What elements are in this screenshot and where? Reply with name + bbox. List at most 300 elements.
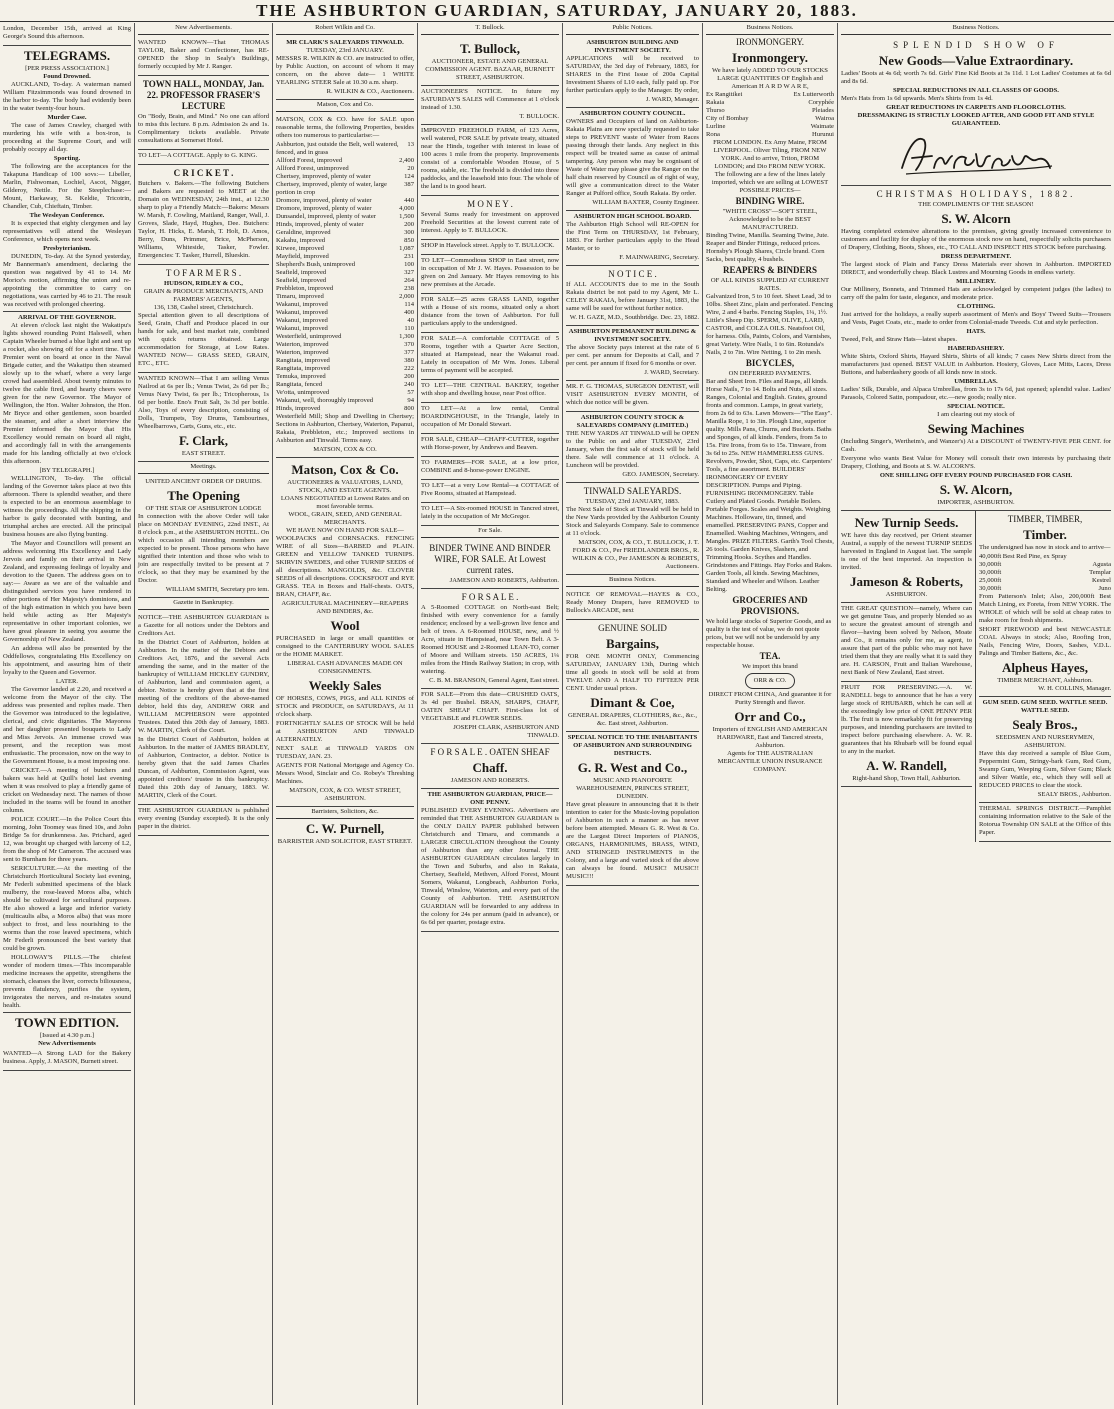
property-row-value: 300 [404,229,414,236]
new-goods-heading: New Goods—Value Extraordinary. [878,53,1074,68]
property-row-label: Wakanui, improved [276,325,328,332]
property-row-label: Wakanui, improved [276,301,328,308]
orr-subtitle: Importers of ENGLISH AND AMERICAN HARDWARE, East and Tancred streets, Ashburton. [712,726,828,749]
men-items: Men's Hats from 1s 6d upwards. Men's Shirts from 1s 4d. [841,95,993,102]
bullock-subtitle: AUCTIONEER, ESTATE AND GENERAL COMMISSION AGENT. BAZAAR, BURNETT STREET, ASHBURTON. [425,58,555,81]
building-society-body: APPLICATIONS will be received to SATURDAY, the 3rd day of February, 1883, for SHARES in the First Issue of 200a Capital Investment Shares of L10 each, fully paid up. For further particulars apply to the Manager. By order, [566,55,699,94]
property-row-label: Allford Forest, unimproved [276,165,349,172]
shipments: FROM LONDON. Ex Amy Maine, FROM LIVERPOOL. Oliver Tiling, FROM NEW YORK. And to arrive, Triton, FROM LONDON; and Dio FROM NEW YORK. [713,139,827,170]
randell-address: Right-hand Shop, Town Hall, Ashburton. [852,775,961,782]
weekly-sales-body: OF HORSES, COWS, PIGS, and ALL KINDS of STOCK and PRODUCE, on SATURDAYS, At 11 o'clock sharp. [276,695,414,718]
property-row-value: 440 [404,197,414,204]
ship-row-label: Rakaia [706,99,725,106]
matson-signature: MATSON, COX & CO. [313,446,377,453]
timber-row [979,561,1111,569]
property-row-label: Rangitata, improved [276,357,330,364]
property-row-label: Rangitata, fenced [276,381,323,388]
branson-signature: C. B. M. BRANSON, General Agent, East street. [429,677,559,684]
loans-text: LOANS NEGOTIATED at Lowest Rates and on most favorable terms. [280,495,410,510]
timber-row-label: 25,000ft [979,577,1002,584]
property-row-label: Kakahu, improved [276,237,326,244]
property-row [276,165,414,173]
tobacco-toys-ad: WANTED KNOWN—That I am selling Venus Nailrod at 6s per lb.; Venus Twist, 2s 6d per lb.; Venus Navy Twist, 6s per lb.; Tricopherous, 1s 6d per bottle. Eno's Fruit Salt, 3s 3d per bottle. Also, Toys of every description, consisting of Dolls, Trumpets, Toy Drums, Tambourines, Wheelbarrows, Carts, Guns, etc., etc. [138,375,269,430]
guardian-notice: THE ASHBURTON GUARDIAN is published every evening (Sunday excepted). It is the only paper in the district. [138,807,269,830]
timber-body: The undersigned has now in stock and to arrive— [979,544,1111,551]
property-row-value: 1,300 [399,333,414,340]
timber-row [979,569,1111,577]
thermal-springs-ad: THERMAL SPRINGS DISTRICT.—Pamphlet containing information relative to the Sale of the Rotorua Township ON SALE at the Office of this Paper. [979,805,1111,836]
grass-land-ad: FOR SALE—25 acres GRASS LAND, together with a House of six rooms, situated only a short distance from the town of Ashburton. For full particulars apply to the undersigned. [421,296,559,327]
timber-row [979,577,1111,585]
ship-row [706,99,834,107]
stock-company-signature: GEO. JAMESON, Secretary. [622,471,699,478]
auctioneer-notice: AUCTIONEER'S NOTICE. In future my SATURDAY'S SALES will Commence at 1 o'clock instead of 1.30. [421,88,559,111]
column-heading: T. Bullock. [421,23,559,35]
importer-text: IMPORTER, ASHBURTON. [937,499,1015,506]
orr-agents: Agents for THE AUSTRALIAN MERCANTILE UNION INSURANCE COMPANY. [717,750,823,773]
bankruptcy-notice-1: In the District Court of Ashburton, holden at Ashburton. In the matter of the Debtors and Creditors Act, 1876, and the several Acts amending the same, and in the matter of the bankruptcy of WILLIAM HICKLEY GUNDRY, of Ashburton, land and commission agent, a debtor. Notice is hereby given that at the first meeting of the creditors of the above-named debtor, held this day, ANDREW ORR and WILLIAM MCPHERSON were appointed Trustees. Dated this 20th day of January, 1883. W. MARTIN, Clerk of the Court. [138,639,269,734]
high-school-heading: ASHBURTON HIGH SCHOOL BOARD. [573,213,692,220]
agents-list: AGENTS FOR National Mortgage and Agency Co. Messrs Wood, Sinclair and Co. Robey's Threshing Machines. [276,762,414,785]
chaff-signature: JAMESON AND ROBERTS. [450,777,530,784]
ship-row-value: Pleiades [812,107,834,114]
sealy-name: Sealy Bros., [1012,717,1078,732]
timber-row-value: Juno [1098,585,1111,592]
bullock-name: T. Bullock, [459,41,521,56]
property-row-value: 13 [407,141,414,148]
special-notice-heading: SPECIAL NOTICE. [947,403,1005,410]
twine-list: Binding Twine, Manilla. Seaming Twine, Jute. Reaper and Binder Fittings, reduced prices. Hornsby's Plough Shares, Circle brand. Corn Sacks, best quality, 4 bushels. [706,232,829,263]
cottage-to-let-ad: TO LET—A COTTAGE. Apply to G. KING. [138,152,258,159]
stock-company-heading: ASHBURTON COUNTY STOCK & SALEYARDS COMPANY (LIMITED.) [576,414,689,429]
property-row-value: 57 [407,389,414,396]
bakery-to-let-ad: TO LET—THE CENTRAL BAKERY, together with shop and dwelling house, near Post office. [421,382,559,397]
shilling-off: ONE SHILLING OFF EVERY POUND PURCHASED FOR CASH. [879,472,1073,479]
column-business-notices [838,23,1114,1405]
shipments-2: The following are a few of the lines lately imported, which we are selling at LOWEST POSSIBLE PRICES— [711,171,829,194]
reapers-subtitle: OF ALL KINDS SUPPLIED AT CURRENT RATES. [710,277,830,292]
reapers-heading: REAPERS & BINDERS [722,265,818,275]
property-row-label: Mayfield, improved [276,253,329,260]
tinwald-heading: TINWALD SALEYARDS. [583,486,682,496]
umbrellas-heading: UMBRELLAS. [954,378,998,385]
property-row-value: 400 [404,309,414,316]
property-row [276,157,414,165]
property-row-value: 850 [404,237,414,244]
property-row-value: 377 [404,349,414,356]
presbyterianism-heading: Presbyterianism. [43,245,91,252]
column-wilkin-matson [273,23,418,1405]
ship-row-label: Ex Rangitikei [706,91,743,98]
timber-row-label: 40,000ft Best Red Pine, ex Spray [979,553,1067,560]
holloway-ad: HOLLOWAY'S PILLS.—The chiefest wonder of modern times.—This incomparable medicine increases the appetite, strengthens the stomach, cleanses the liver, corrects biliousness, prevents flatulency, purifies the system, invigorates the nerves, and re-instates sound health. [3,954,131,1009]
permanent-society-body: The above Society pays interest at the rate of 6 per cent. per annum for Deposits at Call, and 7 per cent. per annum if fixed for 6 months or over. [566,344,699,367]
freehold-farm-ad: IMPROVED FREEHOLD FARM, of 123 Acres, well watered, FOR SALE by private treaty, situated near the Hinds, together with interest in lease of 100 acres 1 mile from the property. Improvements consist of a comfortable Wooden House, of 5 rooms, stable, etc. The freehold is divided into three paddocks, and the leasehold into four. The whole of the land is in good heart. [421,127,559,190]
property-row-value: 1,087 [399,245,414,252]
later-heading: LATER. [55,678,79,685]
governor-text-3: The Mayor and Councillors will present an address welcoming His Excellency and Lady Jervois and family on their arrival in New Zealand, and expressing feelings of loyalty and devotion to the Queen. The address goes on to say:— Aware as we are of the valuable and distinguished services you have rendered in other portions of Her Majesty's dominions, and of the high estimation in which you have been held while acting as Her Majesty's representative in other important colonies, we have great pleasure in seeing you assume the Governorship of New Zealand. [3,540,131,643]
governor-heading: ARRIVAL OF THE GOVERNOR. [18,314,116,321]
tea-seal: ORR & CO. [706,671,834,691]
millinery-heading: MILLINERY. [956,278,996,285]
by-telegraph-note: [BY TELEGRAPH.] [39,467,95,474]
property-row [276,357,414,365]
property-row-label: Shepherd's Bush, unimproved [276,261,356,268]
bargains-heading: Bargains, [605,636,660,651]
sealy-body: Have this day received a sample of Blue Gum, Peppermint Gum, Stringy-bark Gum, Red Gum, Swamp Gum, Weeping Gum, Silver Gum; Black and Silver Wattle, etc., which they will sell at REDUCED PRICES to clear the stock. [979,750,1111,789]
sericulture-news: SERICULTURE.—At the meeting of the Christchurch Horticultural Society last evening, Mr Federli submitted specimens of the black mulberry, the rose-leaved Moros alba, which should be cultivated for sericultural purposes. He also showed a large and inferior variety (multicaulis alba, a Moros alba) that was more subject to frost, and less nourishing to the worms than the rose leaved specimens, which Mr Federli pronounced the best variety that could be grown. [3,865,131,952]
property-list [276,141,414,413]
weekly-sales-heading: Weekly Sales [308,678,382,693]
farmers-firm-name: HUDSON, RIDLEY & CO., [164,280,243,287]
building-society-heading: ASHBURTON BUILDING AND INVESTMENT SOCIETY. [586,39,679,54]
chaff-heading: Chaff. [472,760,508,775]
jameson-roberts-name: Jameson & Roberts, [849,574,963,589]
compliments: THE COMPLIMENTS OF THE SEASON! [918,201,1034,208]
stock-company-body: THE NEW YARDS AT TINWALD will be OPEN to the Public on and after TUESDAY, 23rd January, when the first sale of stock will be held there. Sale will commence at 11 o'clock. A Luncheon will be provided. [566,430,699,469]
haberdashery-heading: HABERDASHERY. [947,345,1005,352]
property-row-label: Seafield, improved [276,269,327,276]
cricket-ad-title: C R I C K E T . [173,168,234,178]
hayes-name: Alpheus Hayes, [1002,660,1088,675]
hats-heading: HATS. [966,328,986,335]
property-row-value: 327 [404,269,414,276]
property-row-value: 100 [404,261,414,268]
cricket-news: CRICKET.—A meeting of butchers and bakers was held at Quill's hotel last evening when it was resolved to play a friendly game of cricket on Wednesday next. The names of those included in the teams will be found in another column. [3,767,131,814]
property-row [276,173,414,181]
column-ironmongery [703,23,838,1405]
property-row [276,245,414,253]
property-row [276,405,414,413]
gazette-notice: NOTICE—THE ASHBURTON GUARDIAN is a Gazette for all notices under the Debtors and Creditors Act. [138,614,269,637]
property-row-value: 370 [404,341,414,348]
ironmongery-title: IRONMONGERY. [735,37,805,47]
dateline: London, December 15th, arrived at King George's Sound this afternoon. [3,23,131,46]
property-row [276,181,414,197]
ship-row [706,123,834,131]
property-row [276,325,414,333]
tinwald-signature: MATSON, COX, & CO., T. BULLOCK, J. T. FORD & CO., Per FRIEDLANDER BROS., R. WILKIN & CO., Per JAMESON & ROBERTS, Auctioneers. [572,539,699,570]
dimant-name: Dimant & Coe, [590,695,675,710]
property-row-value: 4,000 [399,205,414,212]
on-hand-list: WOOLPACKS and CORNSACKS. FENCING WIRE of all Sizes—BARBED and PLAIN. GREEN and YELLOW TANKED TURNIPS. SKIRVIN SWEDES, and other TURNIP SEEDS of all descriptions. MANGOLDS, &c. CLOVER SEEDS of all descriptions. COCKSFOOT and RYE GRASS. TEA in Boxes and Half-chests. OATS, BRAN, CHAFF, &c. [276,535,414,598]
tinwald-date: TUESDAY, 23rd JANUARY, 1883. [585,498,680,505]
lecture-title: TOWN HALL, MONDAY, Jan. 22. PROFESSOR FRASER'S LECTURE [142,79,265,111]
property-row [276,213,414,221]
murder-case-text: The case of James Crawley, charged with murdering his wife with a box-iron, is proceeding at the Supreme Court, and will probably occupy all day. [3,122,131,153]
building-society-signature: J. WARD, Manager. [645,96,699,103]
property-row-label: Westerfield, unimproved [276,333,342,340]
property-row-label: Temuka, improved [276,373,326,380]
gum-seed-heading: GUM SEED. GUM SEED. WATTLE SEED. WATTLE SEED. [982,699,1108,714]
presbyterianism-text: DUNEDIN, To-day. At the Synod yesterday, Mr Bannerman's amendment, declaring the question was negatived by 41 to 14. Mr Morice's motion, affirming the union and re-appointing the committee to carry on negotiations, was carried by 46 to 21. The result was received with prolonged cheering. [3,253,131,308]
property-row-label: Dromore, improved, plenty of water [276,205,372,212]
property-row [276,221,414,229]
turnip-heading: New Turnip Seeds. [854,515,959,530]
purnell-subtitle: BARRISTER AND SOLICITOR, EAST STREET. [277,838,413,845]
property-row-label: Hinds, improved, plenty of water [276,221,364,228]
bicycles-subtitle: ON DEFERRED PAYMENTS. [728,370,812,377]
umbrellas-body: Ladies' Silk, Durable, and Alpaca Umbrellas, from 3s to 17s 6d, just opened; splendid value. Ladies' Parasols, Colored Satin, pompadour, etc.—new goods; really nice. [841,386,1111,401]
wesleyan-heading: The Wesleyan Conference. [29,212,105,219]
opening-signature: WILLIAM SMITH, Secretary pro tem. [165,586,269,593]
next-sale: NEXT SALE at TINWALD YARDS ON TUESDAY, JAN. 23. [276,745,414,760]
sealy-subtitle: SEEDSMEN AND NURSERYMEN, ASHBURTON. [995,734,1095,749]
cricket-ad-body: Butchers v. Bakers.—The following Butchers and Bakers are requested to MEET at the Domain on WEDNESDAY, 24th inst., at 12.30 sharp to play a Friendly Match:—Bakers: Messrs W. Marsh, F. Cowling, Maitland, Ranger, Wall, J. Groves, Slade, Hayd, Hughes, Dee. Butchers: Taylor, H. Hicks, E. Marsh, T. Holt, D. Amos, Berry, Duns, Primmer, Brice, McPherson, Williams, Whiteside, Tasker, Fowler. Emergencies: T. Tasker, Hurrell, Blueskin. [138,180,269,259]
property-row-label: Waterton, improved [276,341,329,348]
ship-row [706,107,834,115]
genuine-heading: GENUINE SOLID [598,623,667,633]
jr-signature: JAMESON AND ROBERTS, Ashburton. [449,577,559,584]
agricultural-machinery: AGRICULTURAL MACHINERY—REAPERS AND BINDERS, &c. [281,600,409,615]
property-row [276,349,414,357]
west-name: G. R. West and Co., [577,760,688,775]
property-row [276,341,414,349]
property-row-label: Allford Forest, improved [276,157,343,164]
column-public-notices [563,23,703,1405]
murder-case-heading: Murder Case. [47,114,87,121]
taylor-baker-ad: WANTED KNOWN—That THOMAS TAYLOR, Baker and Confectioner, has RE-OPENED the Shop in Sealy's Buildings, formerly occupied by Mr J. Ranger. [138,39,269,70]
property-row-label: Timaru, improved [276,293,324,300]
property-row-value: 124 [404,173,414,180]
property-row [276,389,414,397]
fortnightly-sales: FORTNIGHTLY SALES OF STOCK Will be held at ASHBURTON AND TINWALD ALTERNATELY. [276,720,414,743]
property-row-label: Rangitata, improved [276,365,330,372]
property-row [276,301,414,309]
property-row [276,293,414,301]
governor-text-2: WELLINGTON, To-day. The official landing of the Governor takes place at two this afternoon. There is splendid weather, and there is expected to be an enormous assemblage to witness the proceedings. All the shipping in the harbor is gaily decorated with bunting, and triumphal arches are erected. All the principal business houses are also flying bunting. [3,475,131,538]
clothing-body: Just arrived for the holidays, a really superb assortment of Men's and Boys' Tweed Suits—Trousers and Vests, Paget Coats, etc., made to order from Colonial-made Tweeds. Cut and style perfection. [841,311,1111,326]
millinery-body: Our Millinery, Bonnets, and Trimmed Hats are acknowledged by competent judges (the ladies) to carry off the palm for taste, elegance, and moderate price. [841,286,1111,301]
property-row [276,237,414,245]
property-row [276,141,414,157]
ship-row-label: Thurso [706,107,725,114]
property-row-value: 200 [404,373,414,380]
property-row-label: Wakanui, improved [276,309,328,316]
shop-ad: SHOP in Havelock street. Apply to T. BULLOCK. [421,242,555,249]
dimant-subtitle: GENERAL DRAPERS, CLOTHIERS, &c., &c., &c. East street, Ashburton. [567,712,698,727]
property-row-value: 114 [404,301,414,308]
ship-row-label: Rona [706,131,720,138]
bicycles-heading: BICYCLES, [745,358,795,368]
ship-row-label: City of Bombay [706,115,749,122]
ship-row [706,115,834,123]
shop-to-let-ad: TO LET—Commodious SHOP in East street, now in occupation of Mr J. W. Hayes. Possession to be given on 2nd January. Mr Hayes removing to his new premises at the Arcade. [421,257,559,288]
property-row [276,261,414,269]
tea-heading: TEA. [759,651,781,661]
ship-row-label: Lurline [706,123,726,130]
property-row [276,333,414,341]
property-row-label: Hinds, improved [276,405,321,412]
property-row-value: 94 [407,397,414,404]
bargains-body: FOR ONE MONTH ONLY, Commencing SATURDAY, JANUARY 13th, During which time all goods in stock will be sold at from TWELVE AND A HALF TO FIFTEEN PER CENT. Under usual prices. [566,653,699,692]
ironmongery-heading: Ironmongery. [732,50,808,65]
gazette-heading: Gazette in Bankruptcy. [138,598,269,610]
bullock-signature: T. BULLOCK. [519,113,559,120]
timber-list [979,553,1111,593]
ship-row [706,131,834,139]
property-row-label: Waterton, improved [276,349,329,356]
for-sale-body: A 5-Roomed COTTAGE on North-east Belt; finished with every convenience for a family residence; enclosed by a well-grown live fence and belt of trees. A 6-Roomed HOUSE, new, and ½ Acre, situate in Hampstead, near Town Belt. A 3-Roomed HOUSE and 2-Roomed LEAN-TO, corner of Moore and William streets. 150 ACRES, 1¼ miles from the Hinds Railway Station; in crop, with watering. [421,604,559,675]
property-row-label: Ashburton, just outside the Belt, well watered, fenced, and in grass [276,141,399,156]
guardian-body: PUBLISHED EVERY EVENING. Advertisers are reminded that THE ASHBURTON GUARDIAN is the ONLY DAILY PAPER published between Christchurch and Timaru, and commands a LARGER CIRCULATION throughout the County of Ashburton than any other Journal. THE ASHBURTON GUARDIAN circulates largely in the Town and Suburbs, and also in Rakaia, Chertsey, Seafield, Methven, Alford Forest, Mount Somers, Wakanui, Longbeach, Ashburton Forks, Tinwald, Winslow, Waterton, and every part of the County of Ashburton. THE ASHBURTON GUARDIAN will be forwarded to any address in the colony for 24s per annum (paid in advance), or 6s 6d per quarter, postage extra. [421,807,559,926]
farmers-subtitle: GRAIN & PRODUCE MERCHANTS, AND FARMERS' AGENTS, [143,288,264,303]
property-row-value: 240 [404,381,414,388]
clearing-text: I am clearing out my stock of [937,411,1015,418]
property-row [276,317,414,325]
lecture-body: On "Body, Brain, and Mind." No one can afford to miss this lecture. 8 p.m. Admission 2s and 1s. Complimentary tickets available. Private consultations at Somerset Hotel. [138,113,269,144]
timber-row-value: Kestrel [1091,577,1111,584]
ship-row [706,91,834,99]
property-row-value: 800 [404,405,414,412]
property-row [276,285,414,293]
house-to-let-ad: TO LET—A Six-roomed HOUSE in Tancred street, lately in the occupation of Mr McGregor. [421,505,559,520]
town-edition-heading: TOWN EDITION. [15,1015,119,1030]
farmers-ad-title: T O F A R M E R S . [165,268,242,278]
bankruptcy-notice-2: In the District Court of Ashburton, holden at Ashburton. In the matter of JAMES BRADLEY, of Ashburton, Contractor, a debtor. Notice is hereby given that the said James Charles Duncan, of Ashburton, Commission Agent, was appointed creditors' trustee in this bankruptcy. Dated this 20th day of January, 1883. W. MARTIN, Clerk of the Court. [138,736,269,799]
signature-graphic [896,132,1056,178]
christmas-heading: CHRISTMAS HOLIDAYS, 1882. [876,189,1076,199]
ship-row-value: Waimate [810,123,834,130]
opening-subheading: OF THE STAR OF ASHBURTON LODGE [145,505,262,512]
subcolumn-left [841,511,976,842]
meetings-heading: Meetings. [138,462,269,474]
matson-signature-2: MATSON, COX, & CO. WEST STREET, ASHBURTON. [289,787,401,802]
notice-body: If ALL ACCOUNTS due to me in the South Rakaia district be not paid to my Agent, Mr L. CELEY RAKAIA, before January 31st, 1883, the same will be sued for without further notice. [566,281,699,312]
westerfield-text: Westerfield Mill; Shop and Dwelling in Chertsey; Sections in Ashburton, Chertsey, Waterton, Papanui, Rakaia, Prebbleton, etc.; Improved sections in Ashburton and Tinwald. Terms easy. [276,413,414,444]
column-heading: New Advertisements. [138,23,269,35]
timber-heading: TIMBER, TIMBER, [1007,514,1083,524]
dress-dept-body: The largest stock of Plain and Fancy Dress Materials ever shown in Ashburton. IMPORTED DIRECT, and wonderfully cheap. Black Lustres and Mourning Goods in endless variety. [841,261,1111,276]
property-row-value: 222 [404,365,414,372]
ship-row-value: Hurunui [812,131,834,138]
property-row-label: Dunsandel, improved, plenty of water [276,213,376,220]
wanted-lad-ad: WANTED—A Strong LAD for the Bakery business. Apply, J. MASON, Burnett street. [3,1050,131,1065]
opening-heading: The Opening [167,488,240,503]
police-court-news: POLICE COURT.—In the Police Court this morning, John Toomey was fined 10s, and John Bridge 5s for drunkenness. Jas. Prichard, aged 12, was brought up charged with larceny of L2, from the shop of Mr Cameron. The accused was sent to Burnham for three years. [3,816,131,863]
great-question-ad: THE GREAT QUESTION—namely, Where can we get genuine Teas, and properly blended so as to secure the greatest amount of strength and flavor—having been solved by Nelson, Moate and Co., it remains only for me, as agent, to assure that part of the public who may not have tried them that they are really what it is said they are. H. CARSON, Fruit and Italian Warehouse, next Bank of New Zealand, East street. [841,605,972,676]
telegrams-heading: TELEGRAMS. [23,48,111,63]
sealy-signature: SEALY BROS., Ashburton. [1037,791,1111,798]
property-row-label: Geraldine, improved [276,229,331,236]
crushed-oats-ad: FOR SALE—From this date—CRUSHED OATS, 3s 4d per Bushel. BRAN, SHARPS, CHAFF, OATEN SHEAF CHAFF. First-class lot of VEGETABLE and FLOWER SEEDS. [421,691,559,722]
column-heading: Business Notices. [841,23,1111,35]
property-row-label: Wakanui, improved [276,317,328,324]
dressmaking-notice: DRESSMAKING IS STRICTLY LOOKED AFTER, AND GOOD FIT AND STYLE GUARANTEED. [857,112,1095,127]
for-sale-heading: For Sale. [421,526,559,538]
binder-twine-ad: BINDER TWINE AND BINDER WIRE, FOR SALE. At Lowest current rates. [429,543,551,575]
coal-text: SHORT FIREWOOD and best NEWCASTLE COAL Always in stock; Also, Roofing Iron, Nails, Fencing Wire, Doors, Sashes, V.D.L. Palings and Timber Battens, &c., &c. [979,626,1111,657]
property-row-label: Kirwee, improved [276,245,324,252]
everyone-text: Everyone who wants Best Value for Money will consult their own interests by purchasing their Drapery, Clothing, and Boots at S. W. ALCORN'S. [841,455,1111,470]
governor-text-1: At eleven o'clock last night the Wakatipu's lights showed rounding Point Halswell, when Captain Wheeler burned a blue light and sent up a rocket, also showing off for a short time. The Premier went on board at once in the Naval Brigade cutter, and the Wakatipu then steamed slowly up to the wharf, where a very large crowd had assembled. About twenty minutes to twelve the cable fired, and hearty cheers were given for the new Governor. The Mayor of Wellington, the Hon. Walter Johnston, the Hon. Mr Bryce and other gentlemen, soon boarded the steamer, and after a short interview the Premier informed the Mayor that His Excellency would remain on board all night, and accordingly fall in with the arrangements made for his landing officially at two o'clock this afternoon. [3,322,131,465]
special-reductions: SPECIAL REDUCTIONS IN ALL CLASSES OF GOODS. [893,87,1059,94]
property-row-label: Chertsey, improved, plenty of water, large portion in crop [276,181,387,196]
timber-row-label: 30,000ft [979,569,1002,576]
money-heading: M O N E Y . [467,199,513,209]
ship-row-value: Wairoa [815,115,834,122]
dress-dept-heading: DRESS DEPARTMENT. [940,253,1012,260]
property-row [276,381,414,389]
cottage-sale-ad: FOR SALE—A comfortable COTTAGE of 5 Rooms, together with a Quarter Acre Section, situated at Hampstead, near the Wakanui road. Lately in occupation of Mr Wm. Jones. Liberal terms of payment will be accepted. [421,335,559,374]
high-school-body: The Ashburton High School will RE-OPEN for the First Term on THURSDAY, 1st February, 1883. For further particulars apply to the Head Master, or to [566,221,699,252]
clothing-heading: CLOTHING. [957,303,995,310]
permanent-society-heading: ASHBURTON PERMANENT BUILDING & INVESTMENT SOCIETY. [568,328,697,343]
column-heading: Business Notices. [706,23,834,35]
timber-row [979,585,1111,593]
surgeon-dentist-ad: MR. F. G. THOMAS, SURGEON DENTIST, will VISIT ASHBURTON EVERY MONTH, of which due notice will be given. [566,383,699,406]
property-row-value: 20 [407,165,414,172]
sewing-machines-heading: Sewing Machines [927,421,1025,436]
column-new-advertisements [135,23,273,1405]
found-drowned-text: AUCKLAND, To-day. A waterman named William Fitzsimmonds was found drowned in the harbor to-day. The body had evidently been in the water twenty-four hours. [3,81,131,112]
property-row-value: 238 [404,285,414,292]
sewing-machines-body: (Including Singer's, Wertheim's, and Wanzer's) At a DISCOUNT of TWENTY-FIVE PER CENT. for Cash. [841,438,1111,453]
sporting-text: The following are the acceptances for the Takapuna Handicap of 100 sovs:— Libeller, Marlin, Fishwoman, Lochiel, Ascot, Nigger, Gilderoy, Nettle. For the Steeplechase:— Mount, Harkaway, St. Keldie, Tricotrin, Chandler, Cub, Chieftain, Timber. [3,163,131,210]
county-council-body: OWNERS and Occupiers of land on Ashburton-Rakaia Plains are now specially requested to take steps to PREVENT waste of Water from Races passing through their lands. Any neglect in this respect will be treated same as cause of animal tampering. Any person who may be cognisant of Waste of Water may please give the Ranger on the half chain reserved by Council as of right of way, will give a communication direct to the Water Ranger at Pulford office, South Rakaia. By order. [566,118,699,197]
property-row [276,229,414,237]
property-row-value: 2,000 [399,293,414,300]
wool-heading: Wool [330,618,360,633]
found-drowned-heading: Found Drowned. [43,73,91,80]
ironmongery-intro: We have lately ADDED TO OUR STOCKS LARGE QUANTITIES OF English and American H A R D W A R E, [712,67,828,90]
jameson-roberts-town: ASHBURTON. [885,591,928,598]
turnip-body: WE have this day received, per Orient steamer Austral, a supply of the newest TURNIP SEEDS harvested in England in August last. The sample is one of the best imported. An inspection is invited. [841,532,972,571]
property-row-label: Prebbleton, improved [276,285,334,292]
tinwald-body: The Next Sale of Stock at Tinwald will be held in the New Yards provided by the Ashburton County Stock and Saleyards Company. Sale to commence at 11 o'clock. [566,506,699,537]
matson-heading: Matson, Cox and Co. [276,100,414,112]
property-row-value: 2,400 [399,157,414,164]
clark-address: EAST STREET. [181,450,226,457]
timber-big-heading: Timber. [1023,527,1067,542]
property-row-value: 264 [404,277,414,284]
column-news [0,23,135,1405]
boardinghouse-ad: TO LET—At a low rental, Central BOARDINGHOUSE, in the Triangle, lately in occupation of Mr Donald Stewart. [421,405,559,428]
subcolumn-right [976,511,1111,842]
property-row-value: 200 [404,221,414,228]
orr-name: Orr and Co., [734,709,806,724]
property-row-label: Seafield, improved [276,277,327,284]
carpet-reductions: GREAT REDUCTIONS IN CARPETS AND FLOORCLOTHS. [886,104,1066,111]
druids-heading: UNITED ANCIENT ORDER OF DRUIDS. [145,478,262,485]
special-notice-heading: SPECIAL NOTICE TO THE INHABITANTS OF ASHBURTON AND SURROUNDING DISTRICTS. [567,734,698,757]
hats-body: Tweed, Felt, and Straw Hats—latest shapes. [841,336,958,343]
guardian-price-heading: THE ASHBURTON GUARDIAN, PRICE—ONE PENNY. [427,791,553,806]
matson-big-name: Matson, Cox & Co. [291,462,399,477]
masthead: THE ASHBURTON GUARDIAN, SATURDAY, JANUARY 20, 1883. [0,0,1114,22]
farmers-address: 136, 138, Cashel street, Christchurch. [153,304,254,311]
binding-wire-quote: "WHITE CROSS"—SOFT STEEL, Acknowledged to be the BEST MANUFACTURED. [722,208,818,231]
for-sale-title: F O R S A L E . [461,592,519,602]
removal-notice: NOTICE OF REMOVAL—HAYES & CO., Ready Money Drapers, have REMOVED to Bullock's ARCADE, next [566,591,699,614]
groceries-heading: GROCERIES AND PROVISIONS. [732,595,808,616]
opening-body: In connection with the above Order will take place on MONDAY EVENING, 22nd INST., At 8 o'clock p.m., at the ASHBURTON HOTEL. On which occasion all intending members are expected to be present. Those persons who have signified their intention and those who wish to join are respectfully invited to be present at 7 o'clock, so that they may be examined by the Doctor. [138,513,269,584]
on-hand-heading: WE HAVE NOW ON HAND FOR SALE— [286,527,404,534]
property-row [276,373,414,381]
business-notices-heading: Business Notices. [566,575,699,587]
notice-signature: W. H. GAZE, M.D., Southbridge. Dec. 23, 1882. [569,314,699,321]
property-row-value: 231 [404,253,414,260]
property-row-label: Chertsey, improved, plenty of water [276,173,371,180]
permanent-society-signature: J. WARD, Secretary. [644,369,699,376]
column-heading: Robert Wilkin and Co. [276,23,414,35]
alcorn-name: S. W. Alcorn [941,211,1011,226]
new-ads-heading: New Advertisements [38,1040,96,1047]
property-row [276,365,414,373]
clark-name: F. Clark, [179,433,228,448]
sale-date: TUESDAY, 23rd JANUARY. [306,47,384,54]
matson-subtitle: AUCTIONEERS & VALUATORS, LAND, STOCK, AND ESTATE AGENTS. [287,479,403,494]
